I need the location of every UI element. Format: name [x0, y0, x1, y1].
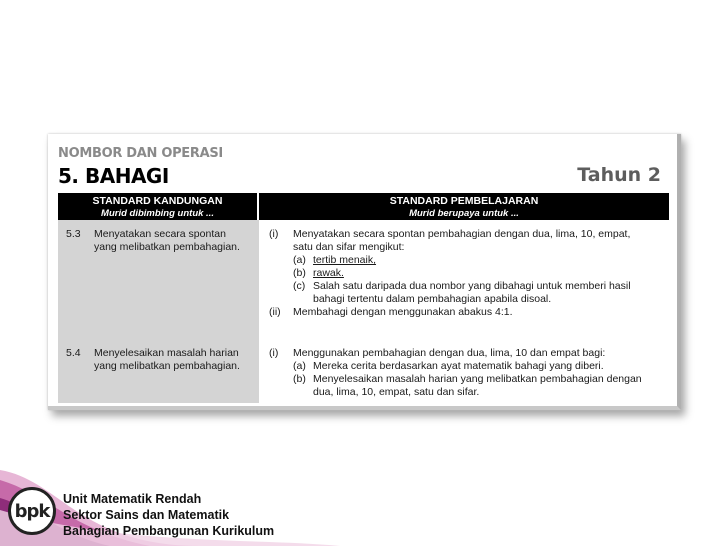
item-line: satu dan sifar mengikut:: [293, 241, 405, 253]
document-title: 5. BAHAGI: [58, 164, 169, 188]
bpk-logo: [8, 487, 56, 535]
sub-item-text: Salah satu daripada dua nombor yang dibahagi untuk memberi hasil: [313, 280, 631, 292]
header-left-title: STANDARD KANDUNGAN: [92, 195, 223, 207]
footer-unit: Unit Matematik Rendah: [63, 492, 202, 506]
header-standard-kandungan: [58, 193, 257, 220]
content-number: 5.4: [66, 347, 81, 359]
sub-item: [293, 373, 663, 386]
content-line: yang melibatkan pembahagian.: [94, 241, 240, 253]
logo-text: bpk: [14, 500, 50, 522]
sub-item-label: (b): [293, 267, 306, 279]
learning-standards-column: [259, 220, 669, 403]
sub-item: [293, 360, 663, 373]
sub-item: [293, 267, 663, 280]
sub-item-text: Mereka cerita berdasarkan ayat matematik bahagi yang diberi.: [313, 360, 604, 372]
footer-division: Bahagian Pembangunan Kurikulum: [63, 524, 275, 538]
item-numeral: (ii): [269, 306, 281, 318]
content-number: 5.3: [66, 228, 81, 240]
item-line: Menggunakan pembahagian dengan dua, lima, 10 dan empat bagi:: [293, 347, 606, 359]
sub-item-label: (b): [293, 373, 306, 385]
header-right-subtitle: Murid berupaya untuk ...: [409, 208, 519, 219]
item-text: [293, 228, 663, 306]
sub-item: [293, 280, 663, 293]
content-text: [94, 228, 254, 254]
header-standard-pembelajaran: [259, 193, 669, 220]
item-text: [293, 347, 663, 399]
header-right-title: STANDARD PEMBELAJARAN: [389, 195, 539, 207]
curriculum-document: [48, 134, 681, 410]
item-text: Membahagi dengan menggunakan abakus 4:1.: [293, 306, 513, 318]
year-label: Tahun 2: [577, 164, 661, 186]
header-left-subtitle: Murid dibimbing untuk ...: [101, 208, 214, 219]
item-numeral: (i): [269, 347, 279, 359]
sub-item: [293, 254, 663, 267]
sub-item-text: rawak.: [313, 267, 344, 279]
sub-item-text: Menyelesaikan masalah harian yang melibatkan pembahagian dengan: [313, 373, 642, 385]
content-line: Menyatakan secara spontan: [94, 228, 226, 240]
sub-item-text: tertib menaik,: [313, 254, 377, 266]
content-line: yang melibatkan pembahagian.: [94, 360, 240, 372]
sub-item-label: (c): [293, 280, 306, 292]
sub-item-continuation: dua, lima, 10, empat, satu dan sifar.: [313, 386, 480, 398]
content-line: Menyelesaikan masalah harian: [94, 347, 239, 359]
item-numeral: (i): [269, 228, 279, 240]
sub-item-label: (a): [293, 254, 306, 266]
content-text: [94, 347, 254, 373]
sub-item-label: (a): [293, 360, 306, 372]
item-line: Menyatakan secara spontan pembahagian dengan dua, lima, 10, empat,: [293, 228, 631, 240]
footer-sector: Sektor Sains dan Matematik: [63, 508, 230, 522]
sub-item-continuation: bahagi tertentu dalam pembahagian apabila disoal.: [313, 293, 552, 305]
content-standards-column: [58, 220, 259, 403]
section-label: NOMBOR DAN OPERASI: [58, 146, 223, 161]
